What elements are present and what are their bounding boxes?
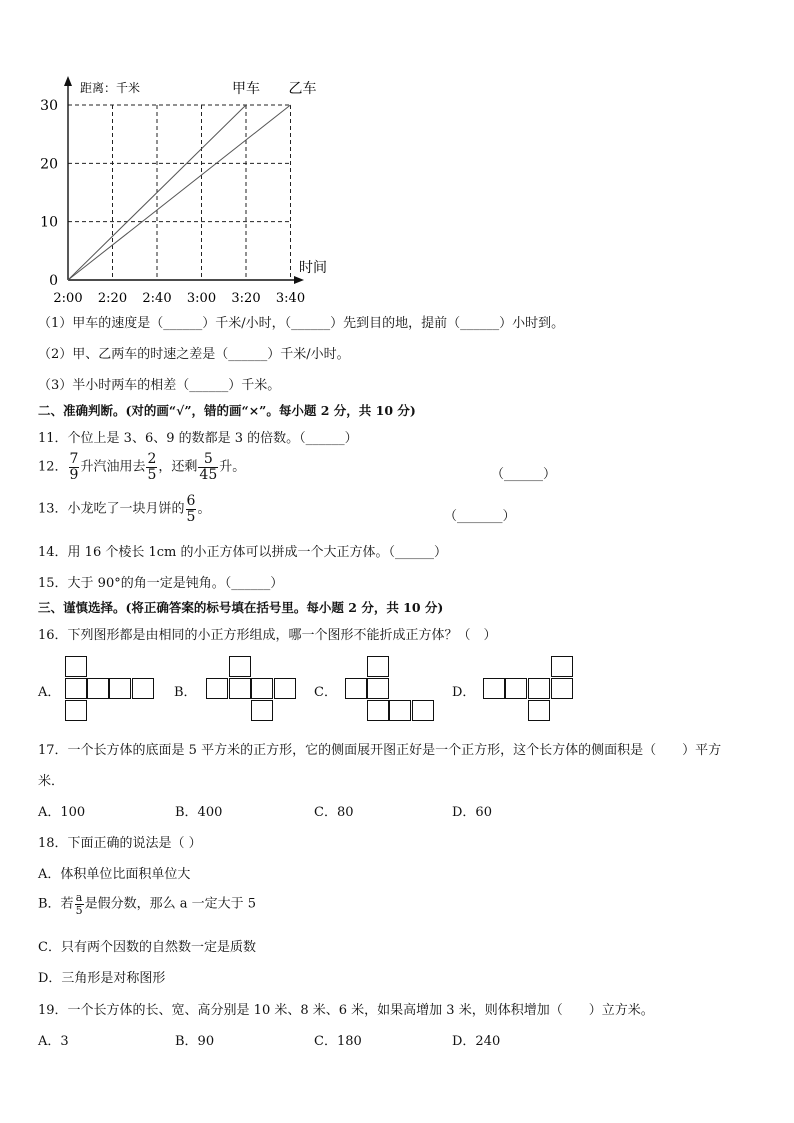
- q19-option-a[interactable]: A．3: [38, 1034, 69, 1049]
- net-square: [229, 656, 251, 677]
- x-tick-label: 3:00: [186, 291, 217, 306]
- q18b-suffix: 是假分数，那么 a 一定大于 5: [84, 896, 256, 912]
- question-18: 18．下面正确的说法是（ ）: [38, 836, 202, 851]
- q19-option-d[interactable]: D．240: [452, 1034, 501, 1049]
- net-square: [206, 678, 228, 699]
- q13-prefix: 13．小龙吃了一块月饼的: [38, 501, 185, 517]
- net-square: [65, 700, 87, 721]
- fraction-numerator: 5: [198, 452, 218, 468]
- q17-option-c[interactable]: C．80: [314, 805, 354, 820]
- fraction-denominator: 5: [186, 508, 196, 525]
- x-axis-label: 时间: [299, 260, 327, 276]
- y-axis-arrow: [64, 76, 72, 86]
- series-label-2: 乙车: [288, 81, 317, 97]
- series-line-2: [68, 105, 291, 280]
- q12-prefix: 12．: [38, 459, 68, 475]
- fraction-numerator: a: [75, 891, 83, 904]
- net-square: [528, 678, 550, 699]
- net-square: [551, 678, 573, 699]
- net-square: [483, 678, 505, 699]
- net-square: [251, 700, 273, 721]
- q19-option-c[interactable]: C．180: [314, 1034, 362, 1049]
- x-axis-arrow: [294, 276, 304, 284]
- q18-option-c[interactable]: C．只有两个因数的自然数一定是质数: [38, 940, 256, 955]
- q12-text-3: 升。: [219, 459, 246, 475]
- question-1: （1）甲车的速度是（______）千米/小时，（______）先到目的地，提前（______）小时到。: [38, 316, 565, 331]
- question-12: [38, 452, 245, 482]
- fraction-7-9: [69, 452, 80, 482]
- y-axis-label: 距离：千米: [80, 81, 141, 95]
- net-square: [528, 700, 550, 721]
- net-square: [551, 656, 573, 677]
- q19-option-b[interactable]: B．90: [175, 1034, 215, 1049]
- q16-option-c-label[interactable]: C．: [314, 685, 337, 700]
- q17-option-d[interactable]: D．60: [452, 805, 492, 820]
- q12-text-1: 升汽油用去: [80, 459, 146, 475]
- q16-option-b-label[interactable]: B．: [174, 685, 197, 700]
- fraction-denominator: 45: [199, 466, 218, 483]
- q13-answer-blank[interactable]: （_______）: [444, 509, 516, 524]
- question-15: 15．大于 90°的角一定是钝角。（______）: [38, 576, 284, 591]
- net-square: [274, 678, 296, 699]
- section-2-heading: 二、准确判断。(对的画“√”，错的画“×”。每小题 2 分，共 10 分): [38, 403, 416, 418]
- x-tick-label: 2:40: [142, 291, 172, 306]
- question-19: 19．一个长方体的长、宽、高分别是 10 米、8 米、6 米，如果高增加 3 米，则体积增加（ ）立方米。: [38, 1003, 654, 1018]
- q18-option-a[interactable]: A．体积单位比面积单位大: [38, 867, 191, 882]
- y-tick-label: 10: [40, 214, 58, 231]
- fraction-numerator: 2: [147, 451, 157, 467]
- q17-option-a[interactable]: A．100: [38, 805, 86, 820]
- y-tick-label: 20: [40, 156, 58, 173]
- question-3: （3）半小时两车的相差（______）千米。: [38, 378, 281, 393]
- fraction-numerator: 6: [186, 493, 196, 509]
- net-square: [367, 678, 389, 699]
- q18b-prefix: B．若: [38, 896, 74, 912]
- q13-suffix: 。: [197, 501, 211, 517]
- question-2: （2）甲、乙两车的时速之差是（______）千米/小时。: [38, 347, 350, 362]
- net-square: [367, 656, 389, 677]
- fraction-6-5: [186, 494, 197, 524]
- q18-option-b[interactable]: [38, 892, 256, 916]
- x-tick-label: 2:00: [53, 291, 83, 306]
- net-square: [65, 656, 87, 677]
- net-square: [367, 700, 389, 721]
- y-tick-label: 30: [40, 98, 58, 114]
- net-square: [229, 678, 251, 699]
- fraction-denominator: 5: [75, 903, 83, 917]
- fraction-denominator: 5: [147, 466, 157, 483]
- x-tick-label: 3:40: [275, 291, 306, 306]
- net-square: [251, 678, 273, 699]
- q18-option-d[interactable]: D．三角形是对称图形: [38, 971, 166, 986]
- section-3-heading: 三、谨慎选择。(将正确答案的标号填在括号里。每小题 2 分，共 10 分): [38, 600, 444, 615]
- net-square: [345, 678, 367, 699]
- fraction-5-45: [198, 452, 218, 482]
- q16-option-a-label[interactable]: A．: [38, 685, 61, 700]
- net-square: [389, 700, 411, 721]
- question-14: 14．用 16 个棱长 1cm 的小正方体可以拼成一个大正方体。（______）: [38, 545, 447, 560]
- fraction-2-5: [146, 452, 157, 482]
- q16-option-d-label[interactable]: D．: [452, 685, 476, 700]
- q12-text-2: ，还剩: [158, 459, 198, 475]
- q17-option-b[interactable]: B．400: [175, 805, 223, 820]
- question-13: [38, 494, 210, 524]
- x-tick-label: 2:20: [97, 291, 128, 306]
- question-17-line-2: 米．: [38, 774, 65, 789]
- net-square: [65, 678, 87, 699]
- net-square: [109, 678, 131, 699]
- series-label-1: 甲车: [232, 81, 260, 97]
- distance-time-chart: [28, 70, 348, 310]
- y-tick-label: 0: [49, 273, 58, 289]
- fraction-numerator: 7: [69, 451, 79, 467]
- net-square: [87, 678, 109, 699]
- net-square: [505, 678, 527, 699]
- net-square: [132, 678, 154, 699]
- x-tick-label: 3:20: [231, 291, 261, 306]
- net-square: [412, 700, 434, 721]
- question-11: 11．个位上是 3、6、9 的数都是 3 的倍数。（______）: [38, 431, 358, 446]
- fraction-denominator: 9: [69, 466, 79, 483]
- fraction-a-5: [75, 892, 84, 916]
- question-17-line-1: 17．一个长方体的底面是 5 平方米的正方形，它的侧面展开图正好是一个正方形，这个长方体的侧面积是（ ）平方: [38, 743, 722, 758]
- question-16: 16．下列图形都是由相同的小正方形组成，哪一个图形不能折成正方体？（ ）: [38, 628, 497, 643]
- q12-answer-blank[interactable]: （______）: [491, 467, 557, 482]
